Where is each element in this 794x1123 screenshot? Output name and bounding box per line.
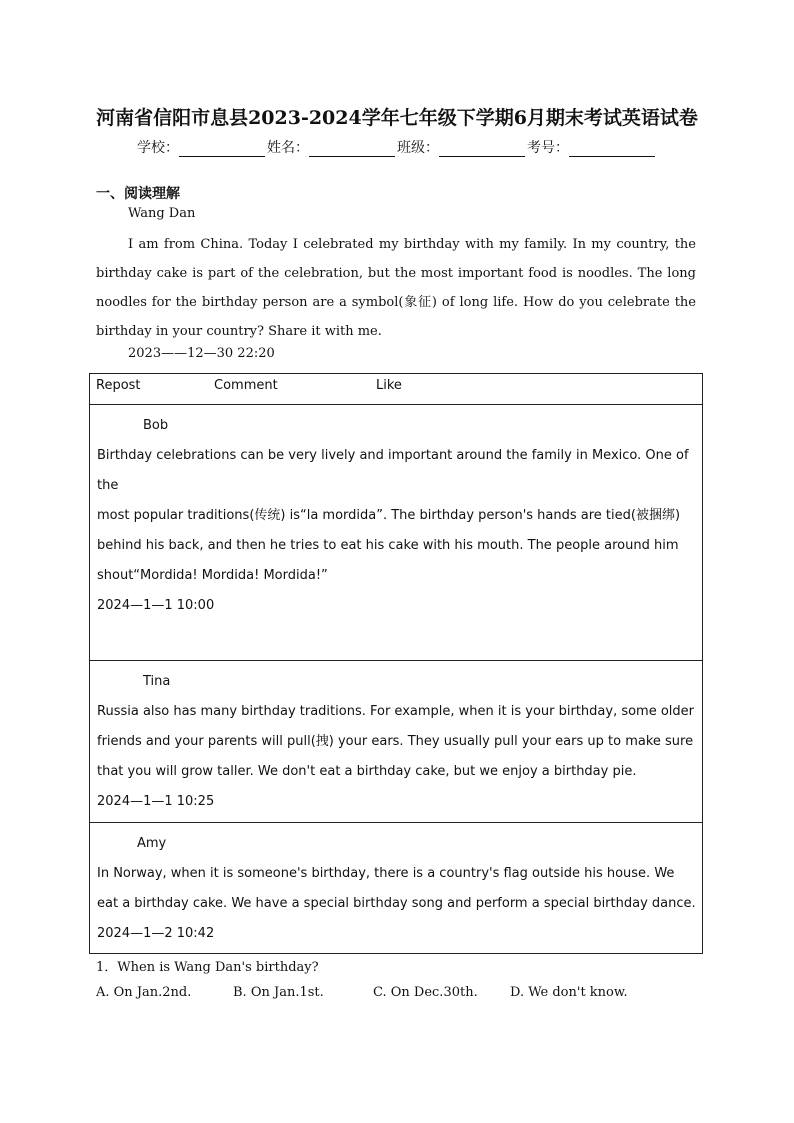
comment-amy [90, 822, 702, 953]
post-author: Wang Dan [128, 206, 196, 221]
student-info-line [0, 137, 794, 157]
option-a[interactable]: A. On Jan.2nd. [96, 985, 192, 1000]
comment-line: shout“Mordida! Mordida! Mordida!” [97, 568, 328, 583]
comment-link[interactable]: Comment [214, 378, 278, 393]
post-timestamp: 2023——12—30 22:20 [128, 346, 275, 361]
comment-tina [90, 660, 702, 822]
number-label: 考号： [527, 140, 569, 156]
commenter-name: Tina [143, 674, 171, 689]
exam-title: 河南省信阳市息县2023-2024学年七年级下学期6月期末考试英语试卷 [96, 107, 698, 129]
option-d[interactable]: D. We don't know. [510, 985, 628, 1000]
section-heading: 一、阅读理解 [96, 186, 180, 202]
comment-line: most popular traditions(传统) is“la mordida”. The birthday person's hands are tied(被捆绑) behind his back, and then he tries to eat his cake with his mouth. The people around him [97, 508, 681, 553]
comment-timestamp: 2024—1—2 10:42 [97, 926, 215, 941]
like-link[interactable]: Like [376, 378, 402, 393]
name-field[interactable] [309, 142, 395, 157]
comment-line: In Norway, when it is someone's birthday, there is a country's flag outside his house. We eat a birthday cake. We have a special birthday song and perform a special birthday dance. [97, 866, 696, 911]
comment-timestamp: 2024—1—1 10:25 [97, 794, 215, 809]
comment-line: Russia also has many birthday traditions. For example, when it is your birthday, some older friends and your parents will pull(拽) your ears. They usually pull your ears up to make sure that you will grow taller. We don't eat a birthday cake, but we enjoy a birthday pie. [97, 704, 695, 779]
comment-bob [90, 404, 702, 660]
class-label: 班级： [397, 140, 439, 156]
name-label: 姓名： [267, 140, 309, 156]
commenter-name: Amy [137, 836, 167, 851]
option-b[interactable]: B. On Jan.1st. [233, 985, 324, 1000]
comments-table [89, 373, 703, 954]
school-field[interactable] [179, 142, 265, 157]
class-field[interactable] [439, 142, 525, 157]
number-field[interactable] [569, 142, 655, 157]
table-header-row [90, 374, 702, 404]
school-label: 学校： [137, 140, 179, 156]
repost-link[interactable]: Repost [96, 378, 141, 393]
comment-timestamp: 2024—1—1 10:00 [97, 598, 215, 613]
option-c[interactable]: C. On Dec.30th. [373, 985, 478, 1000]
post-text: I am from China. Today I celebrated my birthday with my family. In my country, the birthday cake is part of the celebration, but the most important food is noodles. The long noodles for the birthday person are a symbol(象征) of long life. How do you celebrate the birthday in your country? Share it with me. [96, 237, 696, 339]
comment-line: Birthday celebrations can be very lively and important around the family in Mexico. One of the [97, 448, 689, 493]
commenter-name: Bob [143, 418, 169, 433]
question-text: 1．When is Wang Dan's birthday? [96, 960, 319, 975]
